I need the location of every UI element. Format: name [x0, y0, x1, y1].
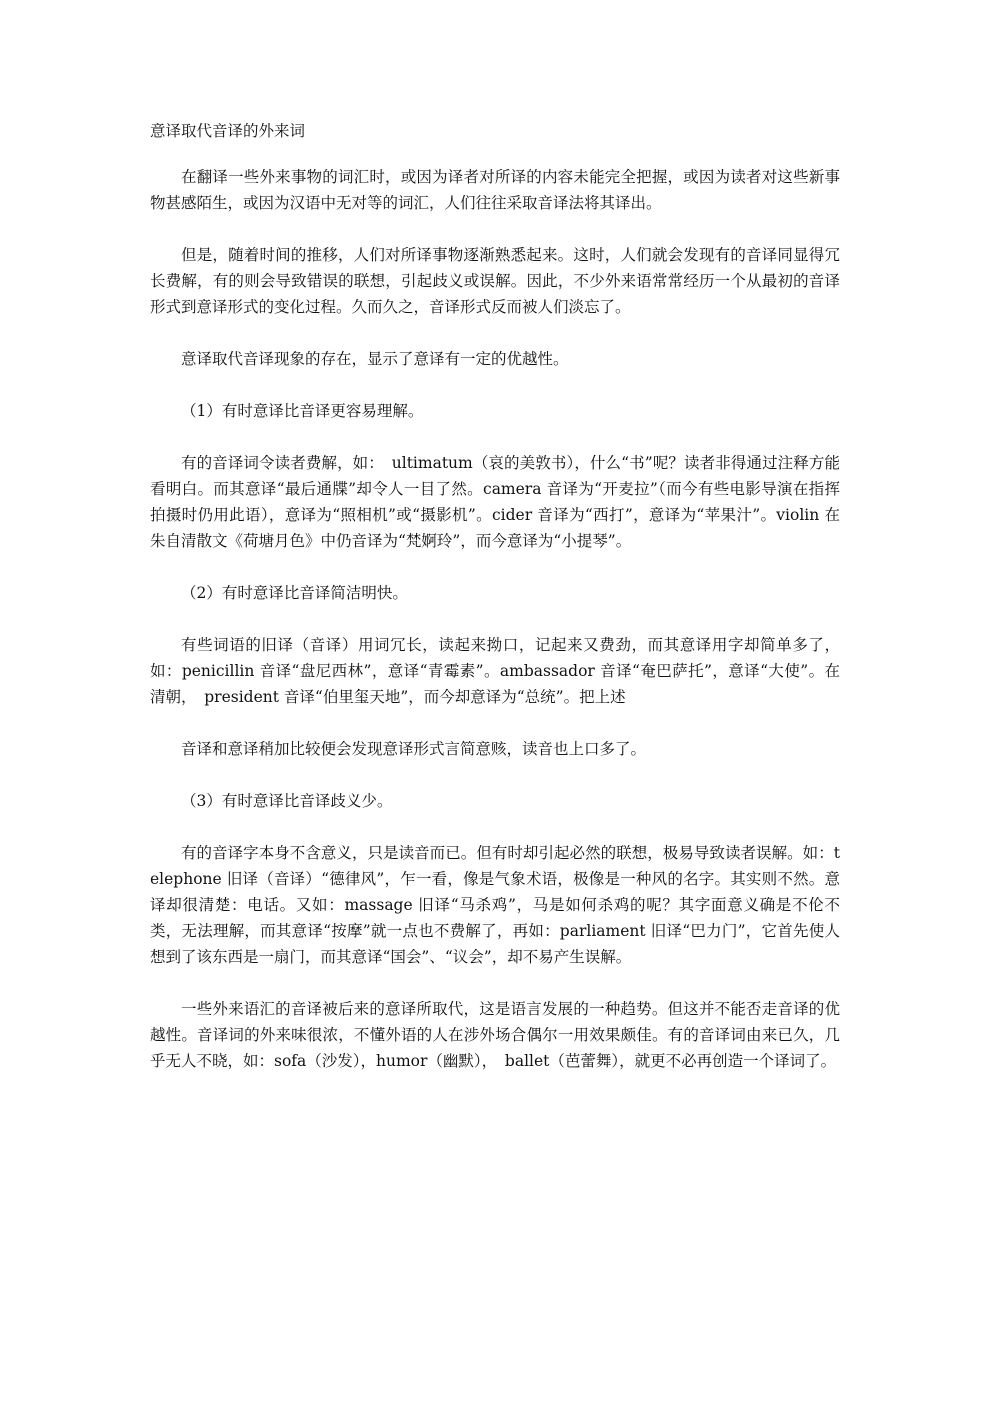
paragraph-conclusion: 一些外来语汇的音译被后来的意译所取代，这是语言发展的一种趋势。但这并不能否走音译的优越性。音译词的外来味很浓，不懂外语的人在涉外场合偶尔一用效果颇佳。有的音译词由来已久，几乎无人不晓，如：sofa（沙发），humor（幽默）， ballet（芭蕾舞），就更不必再创造一个译词了。 [150, 1000, 840, 1070]
section-heading-1: （1）有时意译比音译更容易理解。 [181, 402, 424, 420]
document-title: 意译取代音译的外来词 [150, 122, 306, 140]
paragraph-examples-2: 有些词语的旧译（音译）用词冗长，读起来拗口，记起来又费劲，而其意译用字却简单多了，如：penicillin 音译“盘尼西林”，意译“青霉素”。ambassador 音译“奄巴萨托”，意译“大使”。在清朝， president 音译“伯里玺天地”，而今却意译为“总统”。把上述 [150, 636, 840, 706]
paragraph-intro: 在翻译一些外来事物的词汇时，或因为译者对所译的内容未能完全把握，或因为读者对这些新事物甚感陌生，或因为汉语中无对等的词汇，人们往往采取音译法将其译出。 [150, 168, 840, 212]
document-page [150, 118, 840, 1100]
paragraph-advantage: 意译取代音译现象的存在，显示了意译有一定的优越性。 [181, 350, 569, 368]
paragraph-examples-2-cont: 音译和意译稍加比较便会发现意译形式言简意赅，读音也上口多了。 [181, 740, 647, 758]
paragraph-change: 但是，随着时间的推移，人们对所译事物逐渐熟悉起来。这时，人们就会发现有的音译同显得冗长费解，有的则会导致错误的联想，引起歧义或误解。因此，不少外来语常常经历一个从最初的音译形式到意译形式的变化过程。久而久之，音译形式反而被人们淡忘了。 [150, 246, 840, 316]
paragraph-examples-1: 有的音译词令读者费解，如： ultimatum（哀的美敦书），什么“书”呢？读者非得通过注释方能看明白。而其意译“最后通牒”却令人一目了然。camera 音译为“开麦拉”（而今有些电影导演在指挥拍摄时仍用此语），意译为“照相机”或“摄影机”。cider 音译为“西打”，意译为“苹果汁”。violin 在朱自清散文《荷塘月色》中仍音译为“梵婀玲”，而今意译为“小提琴”。 [150, 454, 840, 550]
paragraph-examples-3: 有的音译字本身不含意义，只是读音而已。但有时却引起必然的联想，极易导致读者误解。如：telephone 旧译（音译）“德律风”，乍一看，像是气象术语，极像是一种风的名字。其实则不然。意译却很清楚：电话。又如：massage 旧译“马杀鸡”，马是如何杀鸡的呢？其字面意义确是不伦不类，无法理解，而其意译“按摩”就一点也不费解了，再如：parliament 旧译“巴力门”，它首先使人想到了该东西是一扇门，而其意译“国会”、“议会”，却不易产生误解。 [150, 844, 840, 966]
section-heading-2: （2）有时意译比音译简洁明快。 [181, 584, 408, 602]
section-heading-3: （3）有时意译比音译歧义少。 [181, 792, 393, 810]
